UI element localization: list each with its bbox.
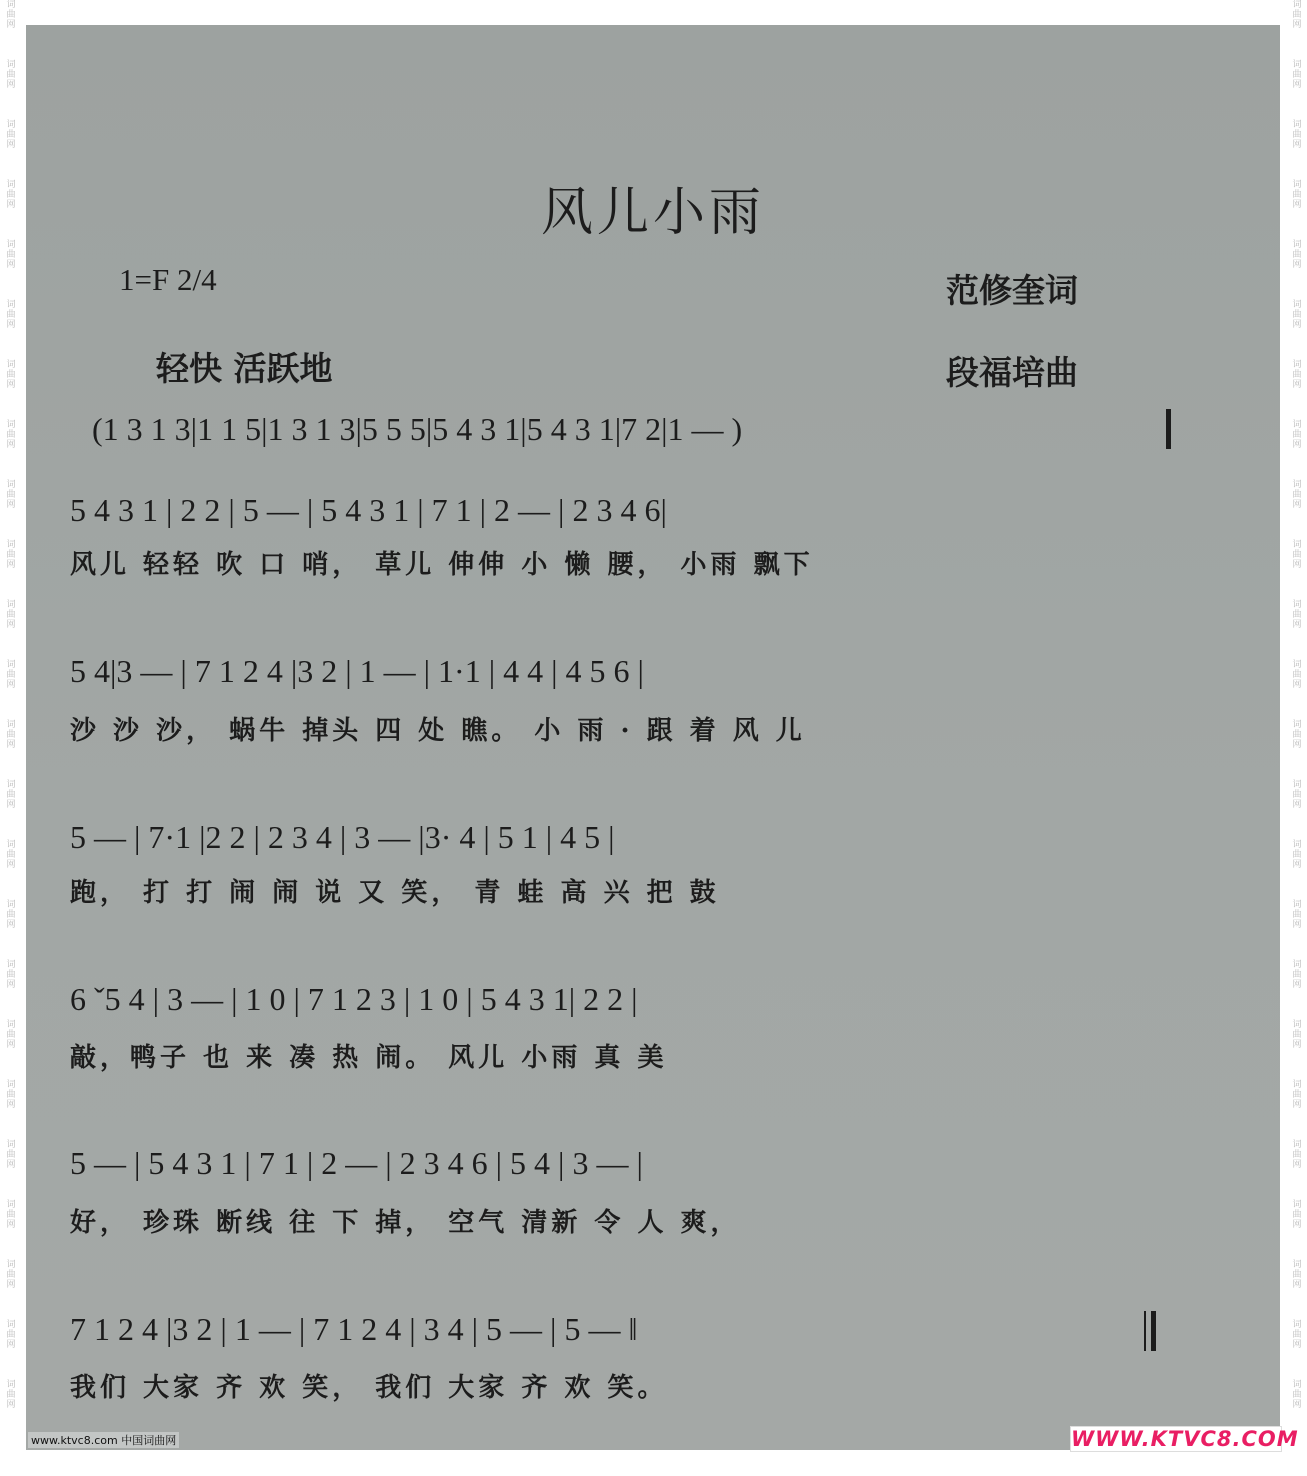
footer-watermark-right: WWW.KTVC8.COM bbox=[1071, 1427, 1299, 1451]
side-watermark-left bbox=[2, 0, 20, 1476]
side-watermark-text: 词 曲 网 bbox=[6, 360, 16, 390]
side-watermark-text: 词 曲 网 bbox=[6, 180, 16, 210]
system-5-notation: 5 — | 5 4 3 1 | 7 1 | 2 — | 2 3 4 6 | 5 4 | 3 — | bbox=[70, 1145, 643, 1181]
side-watermark-text: 词 曲 网 bbox=[1292, 840, 1302, 870]
side-watermark-text: 词 曲 网 bbox=[6, 60, 16, 90]
side-watermark-text: 词 曲 网 bbox=[6, 300, 16, 330]
side-watermark-text: 词 曲 网 bbox=[6, 480, 16, 510]
side-watermark-text: 词 曲 网 bbox=[1292, 780, 1302, 810]
side-watermark-text: 词 曲 网 bbox=[6, 780, 16, 810]
side-watermark-text: 词 曲 网 bbox=[1292, 1380, 1302, 1410]
side-watermark-text: 词 曲 网 bbox=[1292, 540, 1302, 570]
side-watermark-text: 词 曲 网 bbox=[6, 1200, 16, 1230]
side-watermark-text: 词 曲 网 bbox=[1292, 660, 1302, 690]
song-title: 风儿小雨 bbox=[540, 183, 765, 243]
system-5-lyrics: 好， 珍珠 断线 往 下 掉， 空气 清新 令 人 爽， bbox=[70, 1208, 741, 1238]
side-watermark-text: 词 曲 网 bbox=[1292, 1020, 1302, 1050]
side-watermark-text: 词 曲 网 bbox=[6, 840, 16, 870]
side-watermark-text: 词 曲 网 bbox=[6, 600, 16, 630]
side-watermark-text: 词 曲 网 bbox=[1292, 360, 1302, 390]
system-6-notation: 7 1 2 4 |3 2 | 1 — | 7 1 2 4 | 3 4 | 5 — | 5 — ‖ bbox=[70, 1311, 638, 1347]
side-watermark-text: 词 曲 网 bbox=[1292, 1140, 1302, 1170]
side-watermark-text: 词 曲 网 bbox=[6, 0, 16, 30]
side-watermark-text: 词 曲 网 bbox=[6, 1020, 16, 1050]
side-watermark-text: 词 曲 网 bbox=[1292, 1080, 1302, 1110]
system-1-notation: 5 4 3 1 | 2 2 | 5 — | 5 4 3 1 | 7 1 | 2 — | 2 3 4 6| bbox=[70, 492, 667, 528]
final-bar-thin bbox=[1144, 1311, 1146, 1351]
intro-notation: (1 3 1 3|1 1 5|1 3 1 3|5 5 5|5 4 3 1|5 4 3 1|7 2|1 — ) bbox=[92, 411, 743, 447]
side-watermark-text: 词 曲 网 bbox=[1292, 0, 1302, 30]
side-watermark-text: 词 曲 网 bbox=[1292, 420, 1302, 450]
intro-end-bar bbox=[1166, 409, 1171, 449]
system-2-notation: 5 4|3 — | 7 1 2 4 |3 2 | 1 — | 1·1 | 4 4 | 4 5 6 | bbox=[70, 653, 644, 689]
side-watermark-text: 词 曲 网 bbox=[1292, 1320, 1302, 1350]
key-time-signature: 1=F 2/4 bbox=[119, 262, 217, 297]
side-watermark-text: 词 曲 网 bbox=[6, 240, 16, 270]
side-watermark-text: 词 曲 网 bbox=[6, 1320, 16, 1350]
tempo-marking: 轻快 活跃地 bbox=[156, 349, 333, 388]
side-watermark-text: 词 曲 网 bbox=[6, 1380, 16, 1410]
lyricist-credit: 范修奎词 bbox=[946, 271, 1078, 310]
system-6-lyrics: 我们 大家 齐 欢 笑， 我们 大家 齐 欢 笑。 bbox=[70, 1373, 668, 1403]
side-watermark-text: 词 曲 网 bbox=[1292, 60, 1302, 90]
system-3-lyrics: 跑， 打 打 闹 闹 说 又 笑， 青 蛙 高 兴 把 鼓 bbox=[70, 878, 720, 908]
side-watermark-text: 词 曲 网 bbox=[6, 960, 16, 990]
side-watermark-text: 词 曲 网 bbox=[1292, 720, 1302, 750]
side-watermark-text: 词 曲 网 bbox=[1292, 1200, 1302, 1230]
side-watermark-text: 词 曲 网 bbox=[1292, 900, 1302, 930]
side-watermark-text: 词 曲 网 bbox=[6, 720, 16, 750]
side-watermark-text: 词 曲 网 bbox=[1292, 180, 1302, 210]
side-watermark-text: 词 曲 网 bbox=[6, 900, 16, 930]
system-4-notation: 6 ˇ5 4 | 3 — | 1 0 | 7 1 2 3 | 1 0 | 5 4 3 1| 2 2 | bbox=[70, 981, 638, 1017]
side-watermark-text: 词 曲 网 bbox=[6, 1140, 16, 1170]
side-watermark-text: 词 曲 网 bbox=[1292, 240, 1302, 270]
footer-watermark-left: www.ktvc8.com 中国词曲网 bbox=[28, 1432, 179, 1448]
system-3-notation: 5 — | 7·1 |2 2 | 2 3 4 | 3 — |3· 4 | 5 1 | 4 5 | bbox=[70, 819, 615, 855]
side-watermark-text: 词 曲 网 bbox=[6, 120, 16, 150]
system-4-lyrics: 敲，鸭子 也 来 凑 热 闹。 风儿 小雨 真 美 bbox=[70, 1043, 668, 1073]
side-watermark-text: 词 曲 网 bbox=[1292, 600, 1302, 630]
side-watermark-text: 词 曲 网 bbox=[6, 660, 16, 690]
side-watermark-text: 词 曲 网 bbox=[6, 1260, 16, 1290]
composer-credit: 段福培曲 bbox=[946, 353, 1078, 392]
side-watermark-text: 词 曲 网 bbox=[6, 420, 16, 450]
side-watermark-text: 词 曲 网 bbox=[6, 540, 16, 570]
side-watermark-text: 词 曲 网 bbox=[1292, 1260, 1302, 1290]
final-bar-thick bbox=[1151, 1311, 1156, 1351]
side-watermark-text: 词 曲 网 bbox=[1292, 480, 1302, 510]
side-watermark-text: 词 曲 网 bbox=[6, 1080, 16, 1110]
side-watermark-text: 词 曲 网 bbox=[1292, 960, 1302, 990]
side-watermark-right bbox=[1288, 0, 1306, 1476]
system-1-lyrics: 风儿 轻轻 吹 口 哨， 草儿 伸伸 小 懒 腰， 小雨 飘下 bbox=[70, 550, 814, 580]
side-watermark-text: 词 曲 网 bbox=[1292, 300, 1302, 330]
side-watermark-text: 词 曲 网 bbox=[1292, 120, 1302, 150]
system-2-lyrics: 沙 沙 沙， 蜗牛 掉头 四 处 瞧。 小 雨 · 跟 着 风 儿 bbox=[70, 716, 806, 746]
